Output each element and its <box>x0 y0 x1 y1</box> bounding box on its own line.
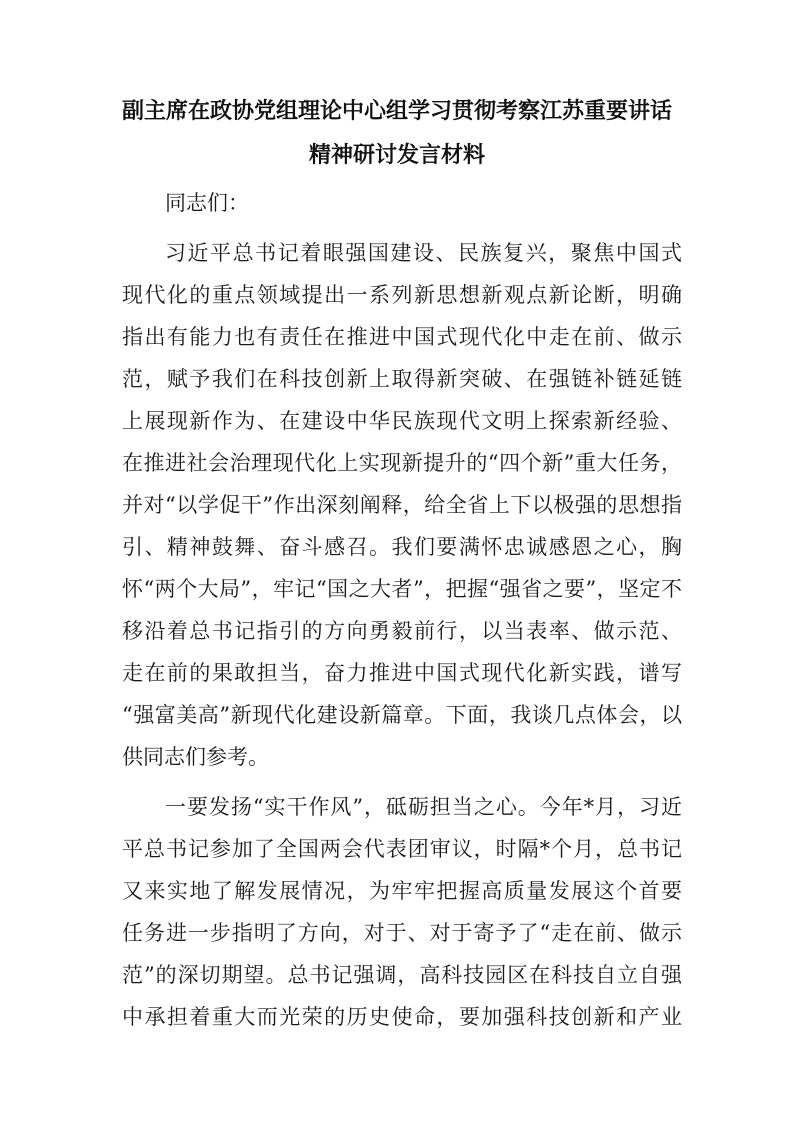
paragraph-1-line: 上展现新作为、在建设中华民族现代文明上探索新经验、 <box>122 409 682 433</box>
paragraph-1-line: 范，赋予我们在科技创新上取得新突破、在强链补链延链 <box>122 367 682 391</box>
paragraph-1-line: 怀“两个大局”，牢记“国之大者”，把握“强省之要”，坚定不 <box>122 577 682 601</box>
paragraph-2-line: 范”的深切期望。总书记强调，高科技园区在科技自立自强 <box>122 963 682 987</box>
paragraph-1-line: 引、精神鼓舞、奋斗感召。我们要满怀忠诚感恩之心，胸 <box>122 535 682 559</box>
paragraph-1-line: 现代化的重点领域提出一系列新思想新观点新论断，明确 <box>122 283 682 307</box>
paragraph-1-line: 并对“以学促干”作出深刻阐释，给全省上下以极强的思想指 <box>122 493 682 517</box>
paragraph-1-line: 供同志们参考。 <box>122 745 269 769</box>
paragraph-2-line: 平总书记参加了全国两会代表团审议，时隔*个月，总书记 <box>122 837 682 861</box>
paragraph-1-line: 在推进社会治理现代化上实现新提升的“四个新”重大任务， <box>122 451 682 475</box>
paragraph-1-line: 习近平总书记着眼强国建设、民族复兴，聚焦中国式 <box>165 241 682 265</box>
paragraph-1-line: 走在前的果敢担当，奋力推进中国式现代化新实践，谱写 <box>122 661 682 685</box>
paragraph-1-line: 指出有能力也有责任在推进中国式现代化中走在前、做示 <box>122 325 682 349</box>
paragraph-1-line: “强富美高”新现代化建设新篇章。下面，我谈几点体会，以 <box>122 703 682 727</box>
document-title-line-1: 副主席在政协党组理论中心组学习贯彻考察江苏重要讲话 <box>121 98 672 124</box>
paragraph-2-line: 中承担着重大而光荣的历史使命，要加强科技创新和产业 <box>122 1005 682 1029</box>
paragraph-1-line: 移沿着总书记指引的方向勇毅前行，以当表率、做示范、 <box>122 619 682 643</box>
paragraph-2-line: 任务进一步指明了方向，对于、对于寄予了“走在前、做示 <box>122 921 682 945</box>
paragraph-2-line: 又来实地了解发展情况，为牢牢把握高质量发展这个首要 <box>122 879 682 903</box>
salutation: 同志们： <box>165 191 249 215</box>
paragraph-2-line: 一要发扬“实干作风”，砥砺担当之心。今年*月，习近 <box>165 795 682 819</box>
document-title-line-2: 精神研讨发言材料 <box>308 142 485 168</box>
